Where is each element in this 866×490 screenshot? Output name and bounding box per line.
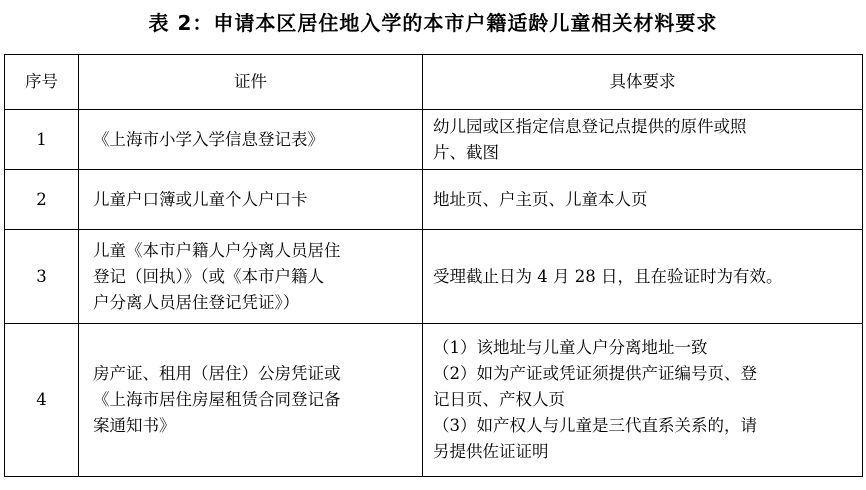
row-requirement	[423, 170, 863, 230]
row-document	[79, 110, 423, 170]
row-number: 3	[5, 230, 79, 324]
requirement-line: （2）如为产证或凭证须提供产证编号页、登	[433, 364, 757, 383]
table-row	[5, 230, 863, 324]
document-line: 户分离人员居住登记凭证》）	[93, 292, 300, 312]
requirement-line: 受理截止日为 4 月 28 日，且在验证时为有效。	[433, 266, 783, 286]
row-requirement	[423, 110, 863, 170]
row-number: 2	[5, 170, 79, 230]
header-requirement: 具体要求	[423, 55, 863, 110]
document-line: 《上海市居住房屋租赁合同登记备	[93, 390, 341, 409]
table-row	[5, 324, 863, 477]
table-header-row	[5, 55, 863, 110]
requirement-line: （1）该地址与儿童人户分离地址一致	[433, 338, 708, 357]
requirement-line: 记日页、产权人页	[433, 390, 565, 409]
row-number: 1	[5, 110, 79, 170]
header-document: 证件	[79, 55, 423, 110]
document-line: 儿童《本市户籍人户分离人员居住	[93, 240, 341, 260]
requirement-line: （3）如产权人与儿童是三代直系关系的，请	[433, 416, 757, 435]
table-row	[5, 170, 863, 230]
row-document	[79, 324, 423, 477]
requirement-line: 地址页、户主页、儿童本人页	[433, 189, 648, 209]
row-number: 4	[5, 324, 79, 477]
row-requirement	[423, 324, 863, 477]
materials-table	[4, 54, 863, 477]
requirement-line: 幼儿园或区指定信息登记点提供的原件或照	[433, 116, 747, 136]
row-document	[79, 230, 423, 324]
document-line: 房产证、租用（居住）公房凭证或	[93, 364, 341, 383]
header-number: 序号	[5, 55, 79, 110]
table-title: 表 2：申请本区居住地入学的本市户籍适龄儿童相关材料要求	[148, 11, 718, 35]
row-requirement	[423, 230, 863, 324]
document-line: 案通知书》	[93, 416, 176, 435]
requirement-line: 片、截图	[433, 142, 499, 162]
document-line: 儿童户口簿或儿童个人户口卡	[93, 189, 308, 209]
document-line: 《上海市小学入学信息登记表》	[93, 129, 324, 149]
row-document	[79, 170, 423, 230]
requirement-line: 另提供佐证证明	[433, 442, 549, 461]
document-line: 登记（回执）》（或《本市户籍人	[93, 266, 324, 286]
table-row	[5, 110, 863, 170]
